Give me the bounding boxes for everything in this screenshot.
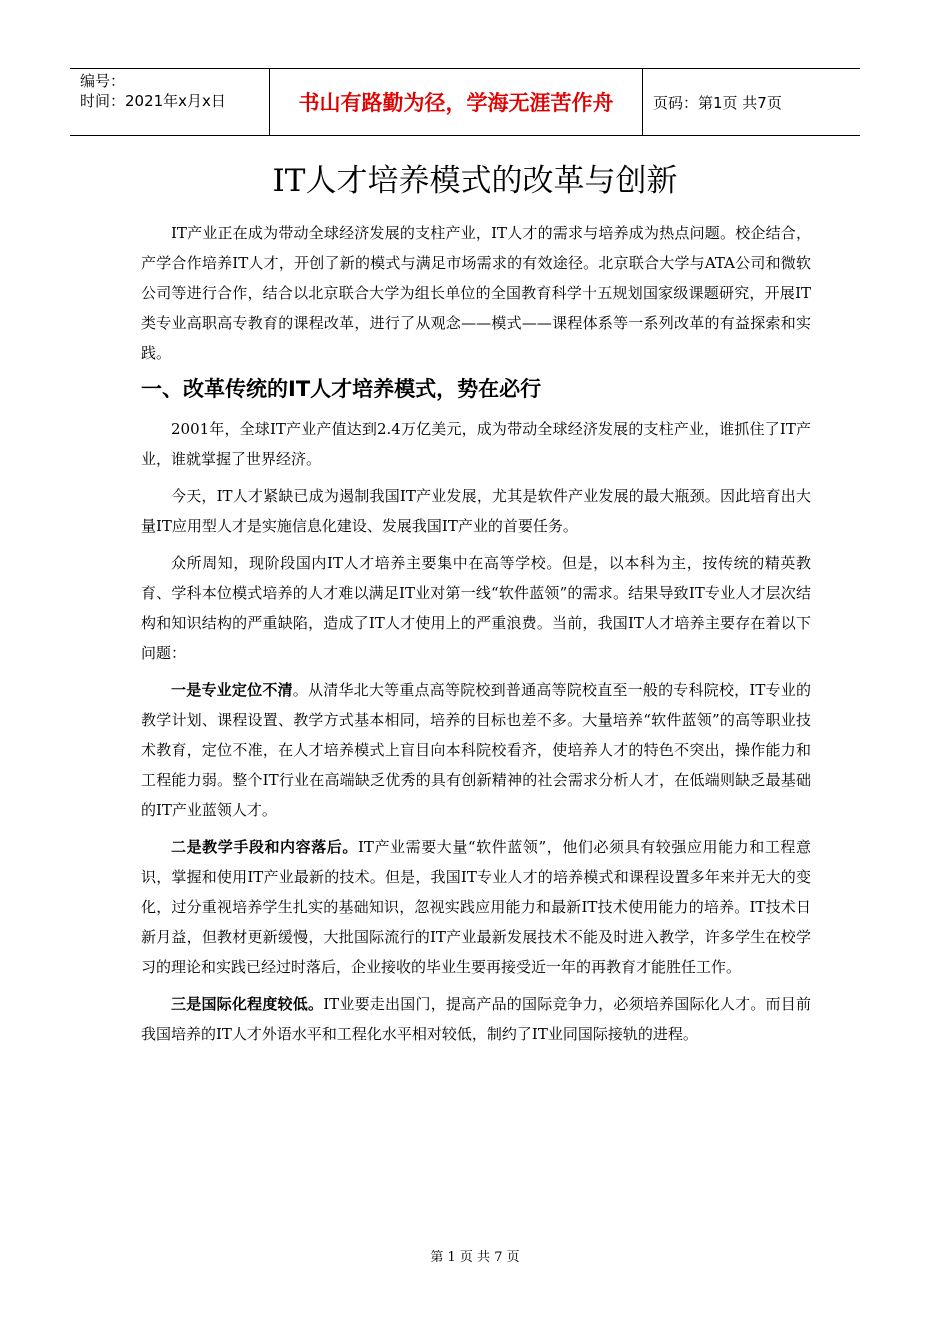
page-footer: 第 1 页 共 7 页 <box>430 1250 520 1265</box>
issue-2-text: IT产业需要大量“软件蓝领”，他们必须具有较强应用能力和工程意识，掌握和使用IT产业最新的技术。但是，我国IT专业人才的培养模式和课程设置多年来并无大的变化，过分重视培养学生扎实的基础知识，忽视实践应用能力和最新IT技术使用能力的培养。IT技术日新月益，但教材更新缓慢，大批国际流行的IT产业最新发展技术不能及时进入教学，许多学生在校学习的理论和实践已经过时落后，企业接收的毕业生要再接受近一年的再教育才能胜任工作。 <box>141 838 811 976</box>
document-number-label: 编号： <box>80 72 126 90</box>
page-header <box>70 68 860 136</box>
section-heading: 一、改革传统的IT人才培养模式，势在必行 <box>141 377 542 401</box>
issue-3-lead: 三是国际化程度较低。 <box>171 995 324 1013</box>
document-title: IT人才培养模式的改革与创新 <box>272 163 678 199</box>
issue-2-lead: 二是教学手段和内容落后。 <box>171 838 358 856</box>
header-meta-cell <box>70 69 270 135</box>
document-time-label: 时间：2021年x月x日 <box>80 92 226 110</box>
paragraph-3: 众所周知，现阶段国内IT人才培养主要集中在高等学校。但是，以本科为主，按传统的精英教育、学科本位模式培养的人才难以满足IT业对第一线“软件蓝领”的需求。结果导致IT专业人才层次结构和知识结构的严重缺陷，造成了IT人才使用上的严重浪费。当前，我国IT人才培养主要存在着以下问题： <box>141 554 811 662</box>
document-body <box>141 218 811 1056</box>
issue-1-paragraph <box>141 675 811 825</box>
intro-paragraph: IT产业正在成为带动全球经济发展的支柱产业，IT人才的需求与培养成为热点问题。校企结合，产学合作培养IT人才，开创了新的模式与满足市场需求的有效途径。北京联合大学与ATA公司和微软公司等进行合作，结合以北京联合大学为组长单位的全国教育科学十五规划国家级课题研究，开展IT类专业高职高专教育的课程改革，进行了从观念——模式——课程体系等一系列改革的有益探索和实践。 <box>141 224 811 362</box>
header-page-number: 页码：第1页 共7页 <box>653 93 782 112</box>
paragraph-1: 2001年，全球IT产业产值达到2.4万亿美元，成为带动全球经济发展的支柱产业，谁抓住了IT产业，谁就掌握了世界经济。 <box>141 420 811 468</box>
issue-1-lead: 一是专业定位不清 <box>171 681 293 699</box>
paragraph-2: 今天，IT人才紧缺已成为遏制我国IT产业发展，尤其是软件产业发展的最大瓶颈。因此培育出大量IT应用型人才是实施信息化建设、发展我国IT产业的首要任务。 <box>141 487 811 535</box>
issue-3-text: IT业要走出国门，提高产品的国际竞争力，必须培养国际化人才。而目前我国培养的IT人才外语水平和工程化水平相对较低，制约了IT业同国际接轨的进程。 <box>141 995 811 1043</box>
issue-3-paragraph <box>141 989 811 1049</box>
header-motto: 书山有路勤为径，学海无涯苦作舟 <box>270 69 643 135</box>
issue-2-paragraph <box>141 832 811 982</box>
issue-1-text: 。从清华北大等重点高等院校到普通高等院校直至一般的专科院校，IT专业的教学计划、课程设置、教学方式基本相同，培养的目标也差不多。大量培养“软件蓝领”的高等职业技术教育，定位不准，在人才培养模式上盲目向本科院校看齐，使培养人才的特色不突出，操作能力和工程能力弱。整个IT行业在高端缺乏优秀的具有创新精神的社会需求分析人才，在低端则缺乏最基础的IT产业蓝领人才。 <box>141 681 811 819</box>
